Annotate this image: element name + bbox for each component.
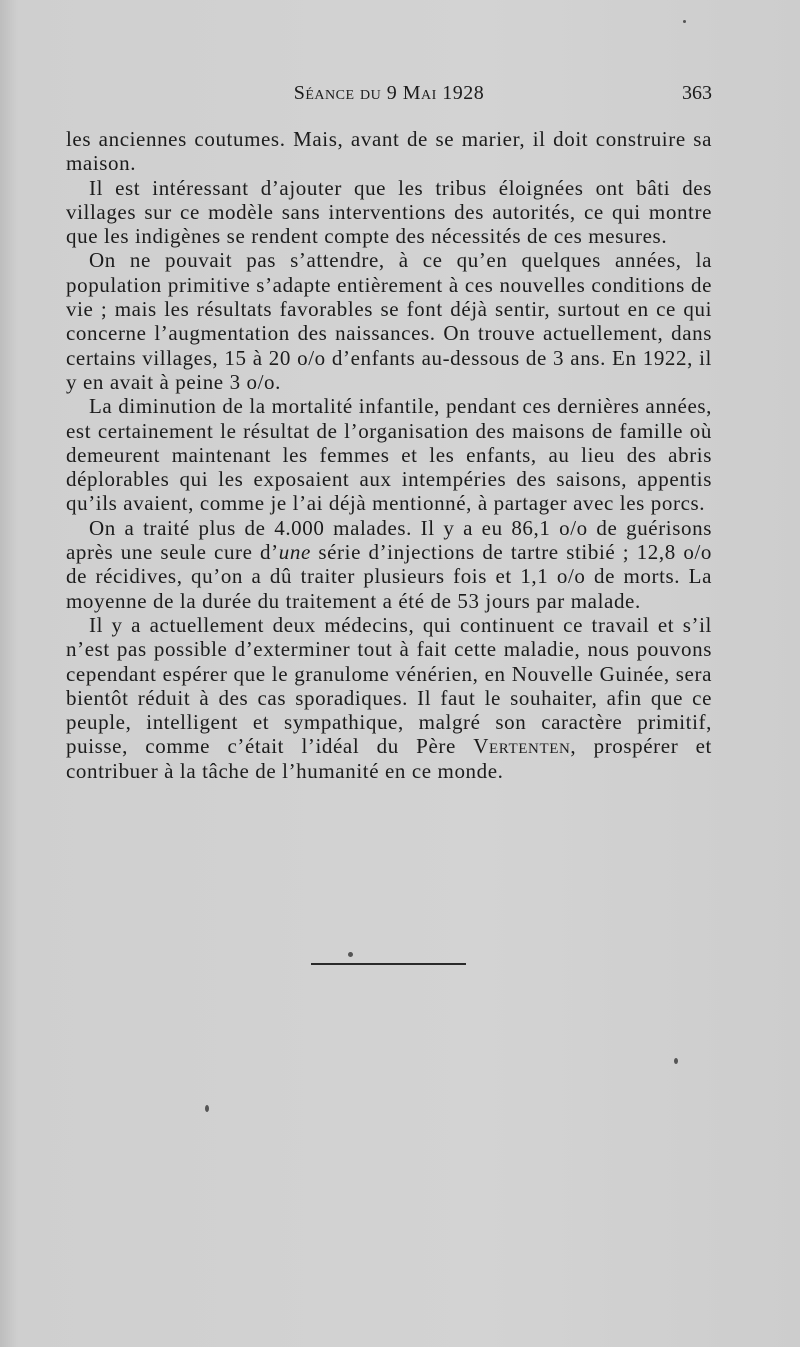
person-name: Vertenten <box>473 734 571 759</box>
print-speck <box>348 952 353 957</box>
paragraph-6-end: , prospérer et contribuer à la tâche de l’humanité en ce monde. <box>66 734 712 783</box>
print-speck <box>674 1058 678 1064</box>
body-text <box>66 127 712 783</box>
print-speck <box>683 20 686 23</box>
paragraph-5 <box>66 516 712 613</box>
page-header <box>66 80 712 110</box>
paragraph-2: Il est intéressant d’ajouter que les tribus éloignées ont bâti des villages sur ce modèle sans interventions des autorités, ce qui montre que les indigènes se rendent compte des nécessités de ces mesures. <box>66 175 712 249</box>
paragraph-6 <box>66 613 712 783</box>
paragraph-4: La diminution de la mortalité infantile, pendant ces dernières années, est certainement le résultat de l’organisation des maisons de famille où demeurent maintenant les femmes et les enfants, au lieu des abris déplorables qui les exposaient aux intempéries des saisons, appentis qu’ils avaient, comme je l’ai déjà mentionné, à partager avec les porcs. <box>66 394 712 516</box>
italic-word: une <box>278 540 311 565</box>
paragraph-1: les anciennes coutumes. Mais, avant de se marier, il doit construire sa maison. <box>66 127 712 176</box>
paragraph-3: On ne pouvait pas s’attendre, à ce qu’en quelques années, la population primitive s’adapte entièrement à ces nouvelles conditions de vie ; mais les résultats favorables se font déjà sentir, surtout en ce qui concerne l’augmentation des naissances. On trouve actuellement, dans certains villages, 15 à 20 o/o d’enfants au-dessous de 3 ans. En 1922, il y en avait à peine 3 o/o. <box>66 248 712 394</box>
paragraph-6-start: Il y a actuellement deux médecins, qui continuent ce travail et s’il n’est pas possible d’exterminer tout à fait cette maladie, nous pouvons cependant espérer que le granulome vénérien, en Nouvelle Guinée, sera bientôt réduit à des cas sporadiques. Il faut le souhaiter, afin que ce peuple, intelligent et sympathique, malgré son caractère primitif, puisse, comme c’était l’idéal du Père <box>66 612 712 759</box>
paragraph-5-end: série d’injections de tartre stibié ; 12,8 o/o de récidives, qu’on a dû traiter plusieurs fois et 1,1 o/o de morts. La moyenne de la durée du traitement a été de 53 jours par malade. <box>66 540 712 613</box>
print-speck <box>205 1105 209 1112</box>
closing-rule <box>311 963 466 965</box>
page-number: 363 <box>682 82 712 104</box>
paragraph-5-start: On a traité plus de 4.000 malades. Il y a eu 86,1 o/o de guérisons après une seule cure d’ <box>66 515 712 565</box>
running-head: Séance du 9 Mai 1928 <box>293 82 485 104</box>
